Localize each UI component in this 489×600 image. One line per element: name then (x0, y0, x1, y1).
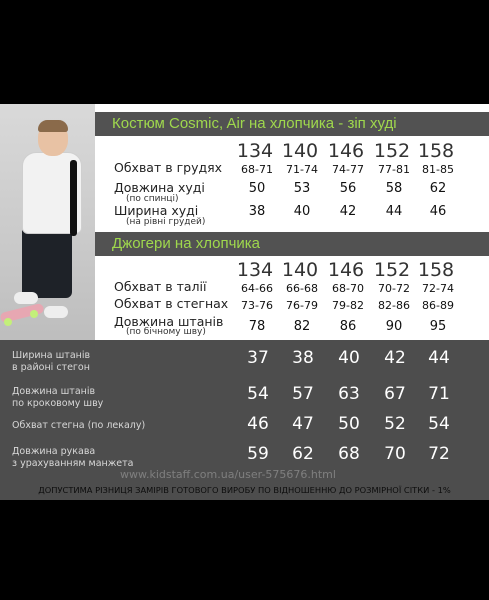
hoodie-row-sublabel: (по спинці) (126, 194, 179, 204)
jogger-value: 68-70 (332, 282, 364, 295)
hoodie-value: 40 (293, 204, 311, 219)
jogger-value: 66-68 (286, 282, 318, 295)
shoe-shape (14, 292, 38, 304)
hoodie-value: 62 (429, 181, 447, 196)
hoodie-row-label: Довжина худі (114, 180, 205, 195)
extra-value: 44 (428, 348, 450, 368)
jogger-value: 86 (339, 319, 357, 334)
extra-value: 70 (384, 444, 406, 464)
extra-value: 54 (247, 384, 269, 404)
watermark: www.kidstaff.com.ua/user-575676.html (120, 468, 336, 481)
hoodie-value: 71-74 (286, 163, 318, 176)
tolerance-note: ДОПУСТИМА РІЗНИЦЯ ЗАМІРІВ ГОТОВОГО ВИРОБУ ПО ВІДНОШЕННЮ ДО РОЗМІРНОЇ СІТКИ - 1% (38, 485, 451, 495)
hoodie-value: 53 (293, 181, 311, 196)
extra-value: 62 (292, 444, 314, 464)
jogger-value: 64-66 (241, 282, 273, 295)
hoodie-value: 81-85 (422, 163, 454, 176)
hoodie-value: 77-81 (378, 163, 410, 176)
jogger-value: 79-82 (332, 299, 364, 312)
hoodie-size-140: 140 (281, 140, 319, 162)
extra-value: 52 (384, 414, 406, 434)
jogger-row-label: Обхват в стегнах (114, 296, 229, 311)
hoodie-value: 50 (248, 181, 266, 196)
extra-value: 68 (338, 444, 360, 464)
extra-value: 50 (338, 414, 360, 434)
jogger-row-label: Довжина штанів (114, 314, 224, 329)
joggers-size-146: 146 (327, 259, 365, 281)
hoodie-value: 42 (339, 204, 357, 219)
hoodie-value: 58 (385, 181, 403, 196)
jogger-value: 78 (248, 319, 266, 334)
joggers-size-158: 158 (417, 259, 455, 281)
extra-value: 63 (338, 384, 360, 404)
hoodie-row-label: Ширина худі (114, 203, 199, 218)
jogger-value: 76-79 (286, 299, 318, 312)
hoodie-size-158: 158 (417, 140, 455, 162)
extra-value: 67 (384, 384, 406, 404)
extra-row-label: Ширина штанів в районі стегон (12, 350, 91, 373)
hoodie-value: 68-71 (241, 163, 273, 176)
product-photo (0, 104, 95, 344)
jogger-row-label: Обхват в талії (114, 279, 207, 294)
hoodie-size-134: 134 (236, 140, 274, 162)
jogger-value: 70-72 (378, 282, 410, 295)
jogger-value: 90 (385, 319, 403, 334)
extra-value: 38 (292, 348, 314, 368)
extra-value: 54 (428, 414, 450, 434)
extra-value: 37 (247, 348, 269, 368)
jogger-value: 82 (293, 319, 311, 334)
wheel-shape (30, 310, 38, 318)
joggers-size-140: 140 (281, 259, 319, 281)
hoodie-row-label: Обхват в грудях (114, 160, 223, 175)
hoodie-size-146: 146 (327, 140, 365, 162)
extra-value: 40 (338, 348, 360, 368)
hoodie-row-sublabel: (на рівні грудей) (126, 217, 206, 227)
shoe-shape (44, 306, 68, 318)
hoodie-value: 38 (248, 204, 266, 219)
extra-value: 46 (247, 414, 269, 434)
joggers-size-134: 134 (236, 259, 274, 281)
wheel-shape (4, 318, 12, 326)
extra-value: 72 (428, 444, 450, 464)
extra-row-label: Довжина штанів по кроковому шву (12, 386, 104, 409)
extra-value: 59 (247, 444, 269, 464)
extra-value: 47 (292, 414, 314, 434)
hoodie-size-152: 152 (373, 140, 411, 162)
hoodie-title: Костюм Cosmic, Air на хлопчика - зіп худі (112, 115, 397, 132)
joggers-title: Джогери на хлопчика (112, 235, 261, 252)
hair-shape (38, 120, 68, 132)
jogger-value: 82-86 (378, 299, 410, 312)
hoodie-value: 56 (339, 181, 357, 196)
hoodie-value: 46 (429, 204, 447, 219)
extra-row-label: Обхват стегна (по лекалу) (12, 420, 146, 431)
extra-value: 42 (384, 348, 406, 368)
jogger-value: 86-89 (422, 299, 454, 312)
extra-value: 71 (428, 384, 450, 404)
jogger-value: 73-76 (241, 299, 273, 312)
joggers-size-152: 152 (373, 259, 411, 281)
extra-value: 57 (292, 384, 314, 404)
jogger-row-sublabel: (по бічному шву) (126, 327, 206, 337)
pants-shape (22, 226, 72, 298)
jogger-value: 72-74 (422, 282, 454, 295)
jacket-stripe-shape (70, 160, 77, 236)
extra-row-label: Довжина рукава з урахуванням манжета (12, 446, 134, 469)
jogger-value: 95 (429, 319, 447, 334)
hoodie-value: 74-77 (332, 163, 364, 176)
size-chart-panel (0, 104, 489, 500)
hoodie-value: 44 (385, 204, 403, 219)
